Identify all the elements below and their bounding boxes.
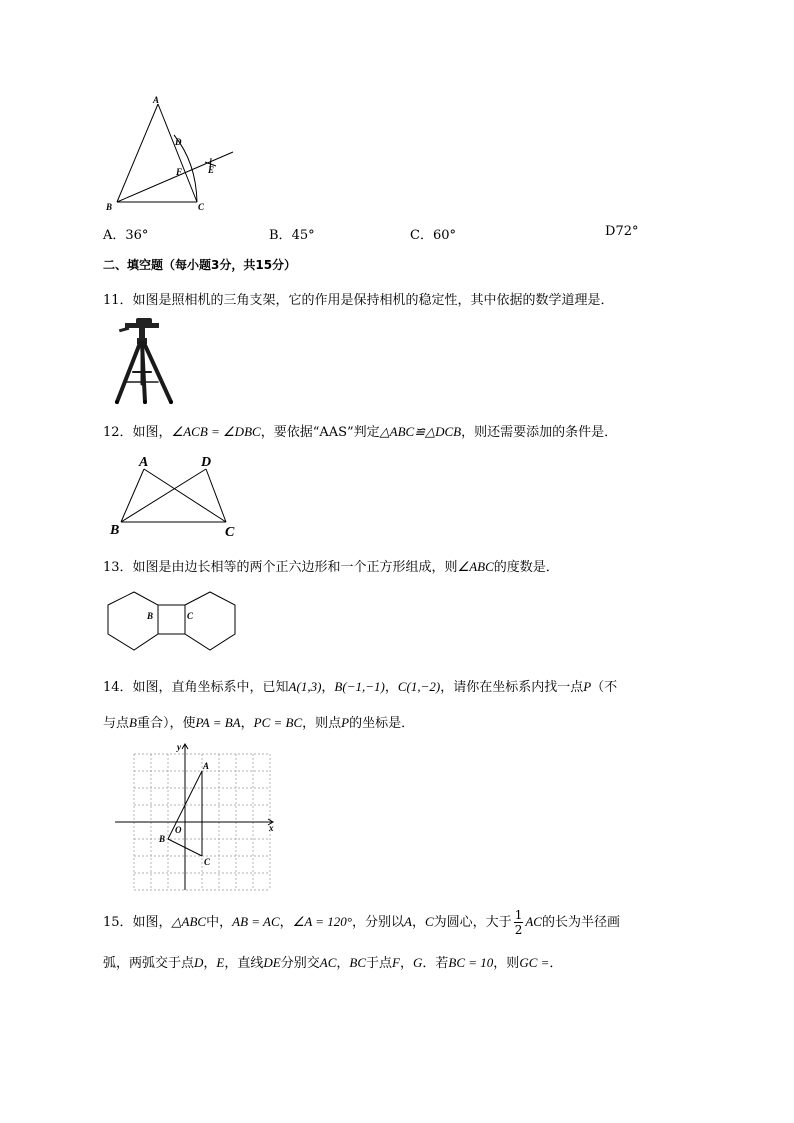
fig10-label-f: F [176,167,183,177]
question-14-line2: 与点B重合），使PA = BA，PC = BC，则点P的坐标是． [103,715,415,731]
question-15-line1: 15．如图，△ABC中，AB = AC，∠A = 120°，分别以A，C为圆心，大于 $\frac{1}{2}$ AC的长为半径画 [103,908,620,937]
question-11: 11．如图是照相机的三角支架，它的作用是保持相机的稳定性，其中依据的数学道理是． [103,293,614,308]
question-13: 13．如图是由边长相等的两个正六边形和一个正方形组成，则∠ABC的度数是． [103,559,559,575]
option-b: B．45° [269,228,315,243]
fig10-label-b: B [106,202,113,212]
tripod-figure [103,314,181,406]
fig10-label-d: D [175,137,182,147]
q12-figure [108,452,243,540]
q13-figure [103,590,241,654]
fig13-label-c: C [187,611,194,621]
point-label-c: C [204,857,211,867]
axis-label-y: y [177,742,181,752]
fig10-label-a: A [153,95,160,105]
question-14-line1: 14．如图，直角坐标系中，已知A(1,3)，B(−1,−1)，C(1,−2)，请你在坐标系内找一点P（不 [103,679,618,695]
axis-label-x: x [269,823,274,833]
section-heading: 二、填空题（每小题3分，共15分） [103,258,297,272]
axis-label-origin: O [175,825,182,835]
fig12-label-a: A [139,455,149,470]
question-12: 12．如图，∠ACB = ∠DBC，要依据“AAS”判定△ABC≌△DCB，则还需要添加的条件是． [103,424,618,440]
point-label-b: B [159,834,166,844]
q10-figure [100,92,240,214]
option-a: A．36° [103,228,149,243]
fig12-label-c: C [225,525,235,540]
fraction-one-half: $\frac{1}{2}$ [514,908,523,937]
fig10-label-c: C [198,202,205,212]
fig13-label-b: B [147,611,154,621]
point-label-a: A [203,761,210,771]
fig12-label-b: B [110,523,120,538]
question-15-line2: 弧，两弧交于点D，E，直线DE分别交AC，BC于点F，G．若BC = 10，则GC =． [103,955,563,971]
option-c: C．60° [410,228,456,243]
q14-coordinate-figure [110,740,282,895]
fig12-label-d: D [201,455,212,470]
option-d: D72° [605,224,639,239]
fig10-label-e: E [208,165,215,175]
